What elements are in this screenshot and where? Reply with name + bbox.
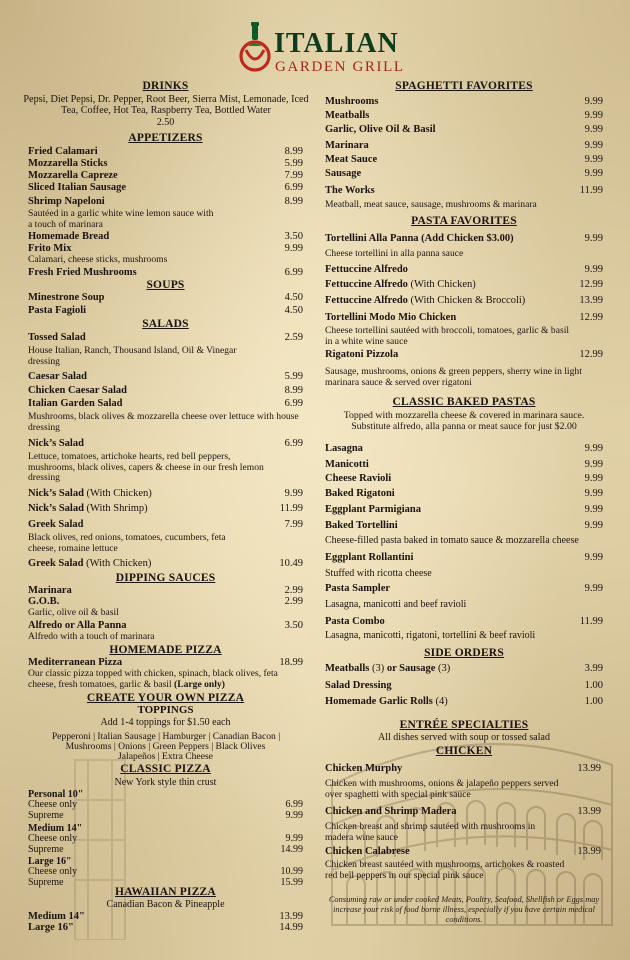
item-description: Stuffed with ricotta cheese [325,568,432,579]
toppings-heading: TOPPINGS [137,704,194,716]
brand-name [274,30,405,76]
pizza-option-price: 6.99 [285,799,303,810]
menu-item: Chicken Caesar Salad 8.99 [28,385,303,396]
pizza-size: Large 16" [28,856,72,867]
homemade-pizza-heading: HOMEMADE PIZZA [109,644,222,656]
menu-item: Marinara 2.99 [28,585,303,596]
toppings-list-line2: Mushrooms | Onions | Green Peppers | Black Olives [65,741,266,752]
pizza-size: Medium 14" [28,823,83,834]
menu-item: The Works 11.99 [325,185,603,196]
baked-pastas-heading: CLASSIC BAKED PASTAS [392,396,536,408]
menu-item: Tossed Salad 2.59 [28,332,303,343]
item-description: Lasagna, manicotti and beef ravioli [325,599,467,610]
menu-item: Chicken Murphy 13.99 [325,763,601,774]
menu-item: Caesar Salad 5.99 [28,371,303,382]
menu-item: Eggplant Parmigiana 9.99 [325,504,603,515]
menu-item: Meatballs 9.99 [325,110,603,121]
menu-item: Mozzarella Capreze 7.99 [28,170,303,181]
menu-item: Tortellini Modo Mio Chicken 12.99 [325,312,603,323]
menu-item: Fettuccine Alfredo 9.99 [325,264,603,275]
appetizers-heading: APPETIZERS [128,132,203,144]
menu-item: Pasta Sampler 9.99 [325,583,603,594]
tomato-logo-icon [238,22,272,74]
menu-item: Shrimp Napeloni 8.99 [28,196,303,207]
soups-heading: SOUPS [146,279,185,291]
drinks-price: 2.50 [156,117,175,128]
pasta-heading: PASTA FAVORITES [411,215,517,227]
pizza-option: Supreme [28,877,64,888]
toppings-list-line1: Pepperoni | Italian Sausage | Hamburger | Canadian Bacon | [51,731,281,742]
item-description: Cheese tortellini in alla panna sauce [325,248,464,259]
pizza-option: Cheese only [28,833,78,844]
item-description: Black olives, red onions, tomatoes, cucumbers, feta cheese, romaine lettuce [28,532,226,554]
menu-item: Fettuccine Alfredo (With Chicken) 12.99 [325,279,603,290]
salads-heading: SALADS [142,318,189,330]
item-description: House Italian, Ranch, Thousand Island, Oil & Vinegar dressing [28,345,237,367]
classic-pizza-sub: New York style thin crust [114,777,217,788]
menu-item: Garlic, Olive Oil & Basil 9.99 [325,124,603,135]
menu-item: Mozzarella Sticks 5.99 [28,158,303,169]
menu-item: Nick’s Salad (With Shrimp) 11.99 [28,503,303,514]
menu-item: Fried Calamari 8.99 [28,146,303,157]
menu-item: Chicken Calabrese 13.99 [325,846,601,857]
pizza-option-price: 14.99 [280,844,303,855]
item-description: Cheese-filled pasta baked in tomato sauce & mozzarella cheese [325,535,579,546]
item-description: Chicken with mushrooms, onions & jalapeño peppers served over spaghetti with special pink sauce [325,778,559,800]
item-description: Mushrooms, black olives & mozzarella cheese over lettuce with house dressing [28,411,299,433]
menu-item: Nick’s Salad 6.99 [28,438,303,449]
pizza-option-price: 10.99 [280,866,303,877]
item-description: Chicken breast and shrimp sautéed with mushrooms in madera wine sauce [325,821,536,843]
item-description: Lettuce, tomatoes, artichoke hearts, red bell peppers, mushrooms, black olives, capers & cheese in our fresh lemon dressing [28,451,264,483]
brand-line1: ITALIAN [274,28,399,59]
pizza-option-price: 9.99 [285,810,303,821]
item-description: Sautéed in a garlic white wine lemon sauce with a touch of marinara [28,208,214,230]
entree-sub: All dishes served with soup or tossed salad [378,732,550,743]
item-description: Our classic pizza topped with chicken, spinach, black olives, feta cheese, fresh tomatoes, garlic & basil (Large only) [28,668,278,690]
create-pizza-heading: CREATE YOUR OWN PIZZA [86,692,245,704]
menu-item: Nick’s Salad (With Chicken) 9.99 [28,488,303,499]
menu-item: Mushrooms 9.99 [325,96,603,107]
menu-item: Homemade Bread 3.50 [28,231,303,242]
menu-item: Alfredo or Alla Panna 3.50 [28,620,303,631]
menu-item: Greek Salad 7.99 [28,519,303,530]
toppings-price-line: Add 1-4 toppings for $1.50 each [100,717,231,728]
menu-item: Meatballs (3) or Sausage (3) 3.99 [325,663,603,674]
drinks-description: Pepsi, Diet Pepsi, Dr. Pepper, Root Beer, Sierra Mist, Lemonade, Iced Tea, Coffee, Hot Tea, Raspberry Tea, Bottled Water [23,94,309,116]
drinks-heading: DRINKS [142,80,189,92]
item-description: Calamari, cheese sticks, mushrooms [28,254,168,265]
entree-heading: ENTRÉE SPECIALTIES [399,719,529,731]
menu-item: Eggplant Rollantini 9.99 [325,552,603,563]
hawaiian-pizza-sub: Canadian Bacon & Pineapple [106,899,225,910]
menu-item: Mediterranean Pizza 18.99 [28,657,303,668]
menu-item: Baked Tortellini 9.99 [325,520,603,531]
pizza-option: Cheese only [28,866,78,877]
menu-item: Marinara 9.99 [325,140,603,151]
restaurant-logo [238,20,408,82]
menu-item: Lasagna 9.99 [325,443,603,454]
menu-item: Minestrone Soup 4.50 [28,292,303,303]
menu-item: Rigatoni Pizzola 12.99 [325,349,603,360]
chicken-heading: CHICKEN [435,745,493,757]
item-description: Lasagna, manicotti, rigatoni, tortellini & beef ravioli [325,630,536,641]
menu-item: G.O.B. 2.99 [28,596,303,607]
pizza-option-price: 15.99 [280,877,303,888]
pizza-option: Supreme [28,810,64,821]
dipping-sauces-heading: DIPPING SAUCES [115,572,216,584]
item-description: Sausage, mushrooms, onions & green peppers, sherry wine in light marinara sauce & served over rigatoni [325,366,582,388]
hawaiian-pizza-heading: HAWAIIAN PIZZA [115,886,216,898]
menu-item: Cheese Ravioli 9.99 [325,473,603,484]
menu-item: Sliced Italian Sausage 6.99 [28,182,303,193]
menu-item: Greek Salad (With Chicken) 10.49 [28,558,303,569]
menu-item: Italian Garden Salad 6.99 [28,398,303,409]
menu-item: Medium 14" 13.99 [28,911,303,922]
pizza-option-price: 9.99 [285,833,303,844]
menu-item: Baked Rigatoni 9.99 [325,488,603,499]
menu-item: Sausage 9.99 [325,168,603,179]
side-orders-heading: SIDE ORDERS [424,647,504,659]
item-description: Alfredo with a touch of marinara [28,631,155,642]
menu-item: Homemade Garlic Rolls (4) 1.00 [325,696,603,707]
pizza-option: Supreme [28,844,64,855]
item-description: Cheese tortellini sautéed with broccoli, tomatoes, garlic & basil in a white wine sauce [325,325,570,347]
menu-item: Large 16" 14.99 [28,922,303,933]
pizza-option: Cheese only [28,799,78,810]
menu-item: Salad Dressing 1.00 [325,680,603,691]
spaghetti-heading: SPAGHETTI FAVORITES [395,80,533,92]
menu-item: Manicotti 9.99 [325,459,603,470]
menu-item: Fettuccine Alfredo (With Chicken & Broccoli) 13.99 [325,295,603,306]
menu-item: Meat Sauce 9.99 [325,154,603,165]
food-safety-note: Consuming raw or under cooked Meats, Poultry, Seafood, Shellfish or Eggs may increase your risk of food borne illness, especially if you have certain medical conditions. [328,895,600,924]
item-description: Garlic, olive oil & basil [28,607,119,618]
classic-pizza-heading: CLASSIC PIZZA [120,763,211,775]
menu-item: Tortellini Alla Panna (Add Chicken $3.00) 9.99 [325,233,603,244]
toppings-list-line3: Jalapeños | Extra Cheese [118,751,213,762]
menu-item: Chicken and Shrimp Madera 13.99 [325,806,601,817]
menu-item: Pasta Fagioli 4.50 [28,305,303,316]
menu-item: Fresh Fried Mushrooms 6.99 [28,267,303,278]
pizza-size: Personal 10" [28,789,84,800]
menu-item: Frito Mix 9.99 [28,243,303,254]
menu-item: Pasta Combo 11.99 [325,616,603,627]
item-description: Chicken breast sautéed with mushrooms, artichokes & roasted red bell peppers in our special pink sauce [325,859,565,881]
item-description: Meatball, meat sauce, sausage, mushrooms & marinara [325,199,537,210]
brand-line2: GARDEN GRILL [275,59,405,75]
baked-pastas-intro: Topped with mozzarella cheese & covered in marinara sauce. Substitute alfredo, alla panna or meat sauce for just $2.00 [343,410,585,432]
